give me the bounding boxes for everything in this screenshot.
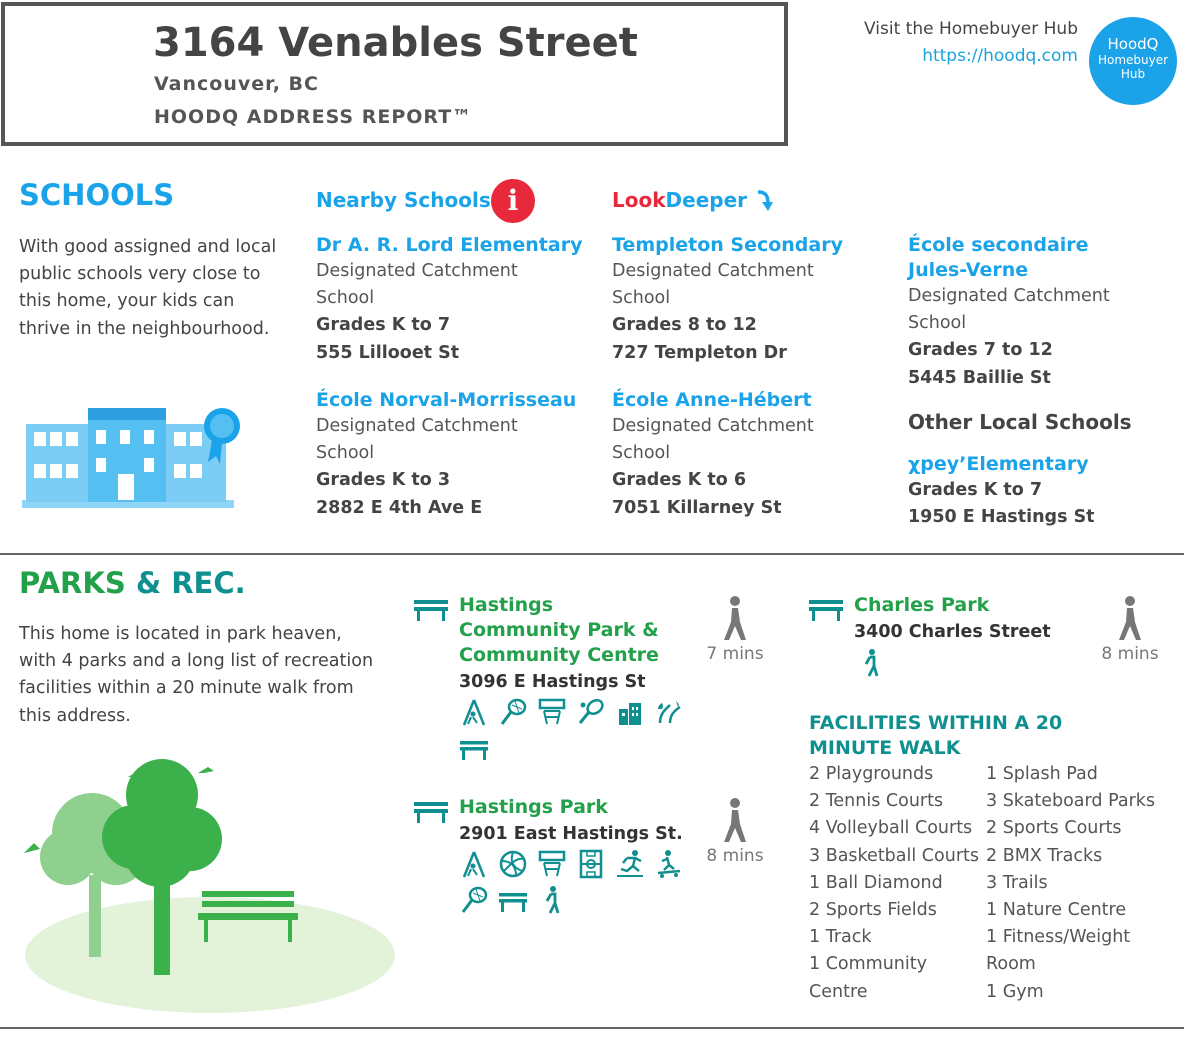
school-name[interactable]: Dr A. R. Lord Elementary — [316, 234, 583, 256]
other-schools-heading: Other Local Schools — [908, 410, 1132, 434]
park-name[interactable]: Hastings Park — [459, 796, 608, 818]
schools-heading: SCHOOLS — [19, 178, 175, 212]
school-card — [612, 233, 882, 367]
school-address: 727 Templeton Dr — [612, 342, 787, 363]
bench-icon — [414, 800, 448, 824]
school-type: Designated Catchment School — [612, 416, 814, 464]
playground-icon — [459, 849, 489, 879]
school-name[interactable]: École Anne-Hébert — [612, 389, 812, 411]
skateboard-icon — [654, 849, 684, 879]
sports-field-icon — [576, 849, 606, 879]
school-grades: Grades K to 7 — [908, 480, 1043, 500]
parks-heading-part1: PARKS — [19, 566, 126, 600]
section-divider — [0, 553, 1184, 555]
walk-time: 7 mins — [706, 644, 764, 664]
school-type: Designated Catchment School — [908, 286, 1110, 334]
tennis-icon — [498, 697, 528, 727]
trail-icon — [537, 885, 567, 915]
school-grades: Grades 8 to 12 — [612, 315, 757, 336]
hoodq-logo[interactable] — [1089, 17, 1177, 105]
school-card — [908, 233, 1158, 392]
school-address: 555 Lillooet St — [316, 342, 460, 363]
facility-item: 1 Ball Diamond — [809, 872, 943, 893]
school-address: 7051 Killarney St — [612, 497, 782, 518]
park-address: 3400 Charles Street — [854, 622, 1051, 642]
facility-item: 1 Track — [809, 927, 872, 948]
tennis-icon — [459, 885, 489, 915]
walk-time: 8 mins — [706, 846, 764, 866]
splash-pad-icon — [654, 697, 684, 727]
school-name[interactable]: École Norval-Morrisseau — [316, 389, 577, 411]
address-city: Vancouver, BC — [154, 73, 319, 95]
school-grades: Grades K to 6 — [612, 470, 747, 491]
address-title: 3164 Venables Street — [153, 20, 638, 66]
basketball-icon — [537, 697, 567, 727]
facility-item: 3 Trails — [986, 872, 1048, 893]
facility-item: 4 Volleyball Courts — [809, 818, 973, 839]
hoodq-logo-line1: HoodQ — [1107, 35, 1159, 53]
walking-person-icon — [1115, 596, 1145, 642]
facility-item: 2 Playgrounds — [809, 764, 934, 784]
school-address: 2882 E 4th Ave E — [316, 497, 483, 518]
track-icon — [615, 849, 645, 879]
report-label: HOODQ ADDRESS REPORT™ — [154, 106, 473, 128]
facilities-heading: FACILITIES WITHIN A 20 MINUTE WALK — [809, 712, 1063, 759]
school-grades: Grades K to 3 — [316, 470, 451, 491]
parks-heading-part2: & REC. — [135, 566, 246, 600]
walk-time: 8 mins — [1101, 644, 1159, 664]
nearby-schools-heading: Nearby Schools — [316, 188, 491, 212]
schools-description: With good assigned and local public schools very close to this home, your kids can thrive in the neighbourhood. — [19, 237, 277, 339]
park-address: 2901 East Hastings St. — [459, 824, 683, 844]
park-amenity-icons — [459, 849, 699, 915]
badminton-icon — [576, 697, 606, 727]
basketball-icon — [537, 849, 567, 879]
park-amenity-icons — [459, 697, 699, 763]
park-name[interactable]: Charles Park — [854, 594, 990, 616]
school-type: Designated Catchment School — [316, 261, 518, 309]
hoodq-logo-line2: Homebuyer — [1097, 53, 1169, 67]
school-building-icon — [22, 400, 246, 512]
park-card — [459, 593, 679, 695]
hub-visit-text: Visit the Homebuyer Hub — [864, 19, 1078, 39]
bench-icon — [809, 598, 843, 622]
facility-item: 1 Splash Pad — [986, 764, 1098, 784]
bench-icon — [498, 885, 528, 915]
facilities-column — [809, 761, 984, 1006]
park-card — [459, 795, 699, 847]
facility-item: 3 Basketball Courts — [809, 845, 979, 866]
arrow-down-icon — [754, 190, 774, 214]
school-card — [316, 233, 586, 367]
lookdeeper-part2: Deeper — [665, 188, 748, 212]
community-centre-icon — [615, 697, 645, 727]
school-address: 1950 E Hastings St — [908, 507, 1095, 528]
trail-icon — [856, 647, 886, 679]
walking-person-icon — [720, 596, 750, 642]
school-type: Designated Catchment School — [316, 416, 518, 464]
section-divider — [0, 1027, 1184, 1029]
lookdeeper-part1: Look — [612, 188, 666, 212]
school-type: Designated Catchment School — [612, 261, 814, 309]
park-name[interactable]: Hastings Community Park & Community Centre — [459, 594, 659, 666]
facility-item: 1 Community Centre — [809, 954, 927, 1002]
facility-item: 2 Tennis Courts — [809, 791, 944, 812]
school-address: 5445 Baillie St — [908, 367, 1051, 388]
parks-heading — [19, 566, 246, 600]
info-icon[interactable]: i — [491, 179, 535, 223]
hoodq-logo-line3: Hub — [1120, 67, 1146, 81]
volleyball-icon — [498, 849, 528, 879]
school-grades: Grades 7 to 12 — [908, 340, 1053, 361]
facility-item: 2 BMX Tracks — [986, 845, 1103, 866]
parks-description: This home is located in park heaven, with 4 parks and a long list of recreation facilities within a 20 minute walk from this address. — [19, 624, 374, 726]
bench-icon — [414, 598, 448, 622]
facility-item: 2 Sports Courts — [986, 818, 1122, 839]
facility-item: 1 Nature Centre — [986, 900, 1127, 921]
park-address: 3096 E Hastings St — [459, 672, 646, 692]
facilities-column — [986, 761, 1176, 1006]
bench-icon — [459, 733, 489, 763]
school-name[interactable]: École secondaire Jules-Verne — [908, 234, 1089, 281]
facility-item: 3 Skateboard Parks — [986, 791, 1156, 812]
lookdeeper-link[interactable] — [612, 188, 747, 212]
park-trees-icon — [20, 755, 400, 1015]
playground-icon — [459, 697, 489, 727]
school-card — [316, 388, 586, 522]
park-card — [854, 593, 1074, 645]
school-card — [612, 388, 882, 522]
hub-url-link[interactable]: https://hoodq.com — [922, 46, 1078, 66]
facility-item: 1 Gym — [986, 981, 1044, 1002]
school-name[interactable]: Templeton Secondary — [612, 234, 843, 256]
school-name[interactable]: χpey’Elementary — [908, 453, 1089, 475]
facility-item: 1 Fitness/Weight Room — [986, 927, 1131, 975]
walking-person-icon — [720, 798, 750, 844]
facility-item: 2 Sports Fields — [809, 900, 937, 921]
school-grades: Grades K to 7 — [316, 315, 451, 336]
school-card — [908, 452, 1158, 531]
